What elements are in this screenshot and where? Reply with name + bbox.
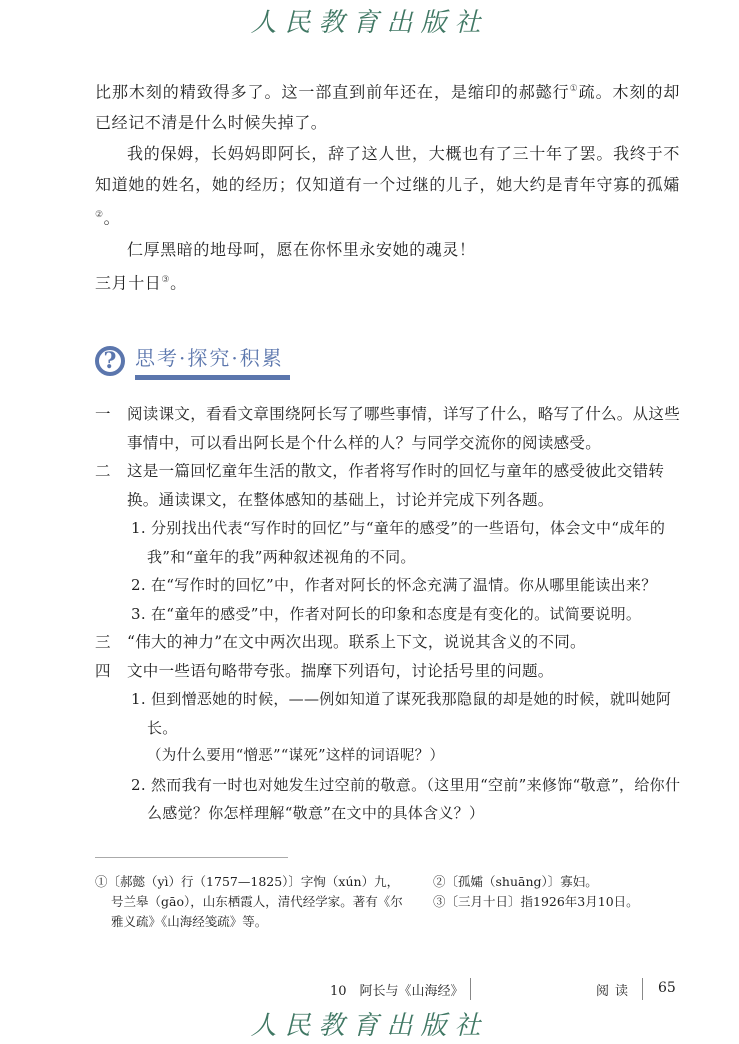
- question-number: 四: [95, 661, 111, 680]
- question-number: 三: [95, 633, 111, 651]
- divider: [470, 978, 471, 1000]
- lesson-title: 10 阿长与《山海经》: [330, 984, 464, 999]
- paragraph: [95, 138, 680, 233]
- sub-question: 1. 但到憎恶她的时候，——例如知道了谋死我那隐鼠的却是她的时候，就叫她阿长。: [131, 690, 672, 737]
- text: 。: [103, 208, 121, 228]
- date-line: [95, 265, 680, 298]
- question-text: 文中一些语句略带夸张。揣摩下列语句，讨论括号里的问题。: [127, 661, 554, 680]
- unit-label: 阅读: [596, 984, 635, 999]
- question-text: 这是一篇回忆童年生活的散文，作者将写作时的回忆与童年的感受彼此交错转换。通读课文，在整体感知的基础上，讨论并完成下列各题。: [127, 462, 665, 509]
- sub-question: 2. 在“写作时的回忆”中，作者对阿长的怀念充满了温情。你从哪里能读出来？: [131, 576, 657, 594]
- text: 我的保姆，长妈妈即阿长，辞了这人世，大概也有了三十年了罢。我终于不知道她的姓名，她的经历；仅知道有一个过继的儿子，她大约是青年守寡的孤孀: [95, 144, 680, 195]
- text: 疏。木刻的却已经记不清是什么时候失掉了。: [95, 82, 680, 133]
- question-number: 二: [95, 462, 111, 480]
- footnote-2: ②〔孤孀（shuāng）〕寡妇。: [433, 874, 598, 889]
- sub-question: 3. 在“童年的感受”中，作者对阿长的印象和态度是有变化的。试简要说明。: [131, 604, 642, 623]
- sub-question: 1. 分别找出代表“写作时的回忆”与“童年的感受”的一些语句，体会文中“成年的我”和“童年的我”两种叙述视角的不同。: [131, 519, 666, 566]
- question-text: “伟大的神力”在文中两次出现。联系上下文，说说其含义的不同。: [127, 633, 586, 651]
- footnote-ref[interactable]: ②: [95, 210, 104, 221]
- questions: [95, 400, 685, 828]
- publisher-logo-bottom: 人民教育出版社: [250, 1011, 489, 1041]
- question-text: 阅读课文，看看文章围绕阿长写了哪些事情，详写了什么，略写了什么。从这些事情中，可以看出阿长是个什么样的人？与同学交流你的阅读感受。: [127, 405, 681, 452]
- question-icon: ?: [95, 346, 125, 376]
- date: 三月十日: [95, 272, 162, 292]
- text: 。: [170, 272, 187, 292]
- question-number: 一: [95, 405, 111, 423]
- question-4: [95, 657, 685, 686]
- paragraph: 仁厚黑暗的地母呵，愿在你怀里永安她的魂灵！: [127, 239, 476, 259]
- footnote-3: ③〔三月十日〕指1926年3月10日。: [433, 894, 639, 909]
- footnotes: [95, 872, 685, 932]
- question-2: [95, 457, 685, 514]
- sub-question-hint: （为什么要用“憎恶”“谋死”这样的词语呢？）: [147, 748, 445, 764]
- text: 比那木刻的精致得多了。这一部直到前年还在，是缩印的郝懿行: [95, 82, 570, 102]
- paragraph: [95, 74, 680, 138]
- sub-question: 2. 然而我有一时也对她发生过空前的敬意。（这里用“空前”来修饰“敬意”，给你什么感觉？你怎样理解“敬意”在文中的具体含义？）: [131, 775, 681, 822]
- page-number: 65: [658, 980, 676, 996]
- footnote-ref[interactable]: ③: [161, 274, 171, 285]
- section-header: [95, 342, 290, 380]
- divider: [642, 978, 643, 1000]
- footnote-1: ①〔郝懿（yì）行（1757—1825）〕字恂（xún）九，号兰皋（gāo），山东栖霞人，清代经学家。著有《尔雅义疏》《山海经笺疏》等。: [95, 874, 403, 929]
- body-text: [95, 74, 680, 298]
- section-title: 思考·探究·积累: [135, 342, 290, 380]
- question-3: [95, 628, 685, 657]
- footnote-divider: [95, 857, 288, 858]
- footnotes-right: [433, 872, 639, 932]
- question-1: [95, 400, 685, 457]
- footnote-ref[interactable]: ①: [569, 84, 579, 94]
- publisher-logo-top: 人民教育出版社: [250, 8, 489, 38]
